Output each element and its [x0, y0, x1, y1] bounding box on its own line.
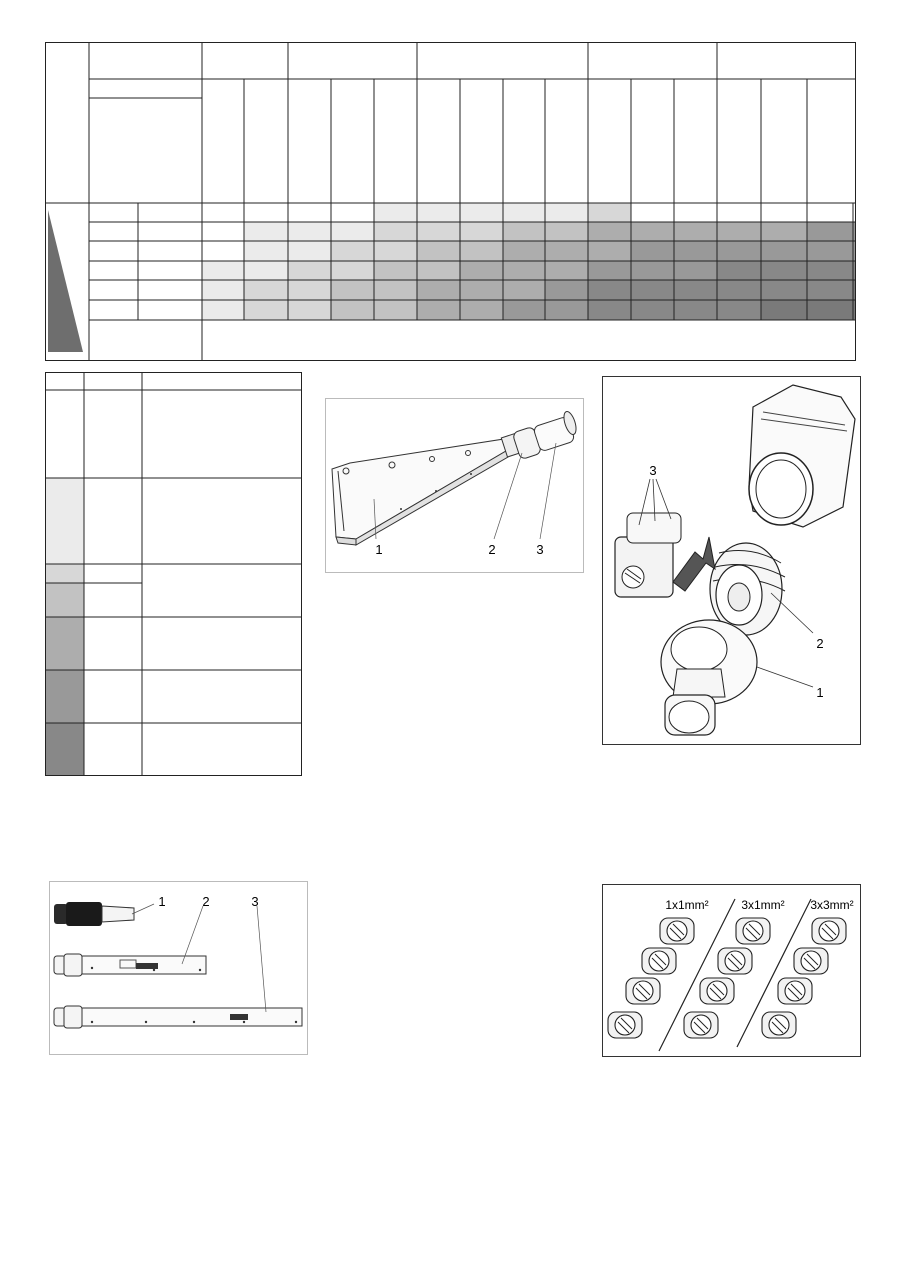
legend-swatch: [45, 564, 84, 583]
figure-assembly: [602, 376, 861, 745]
grade-cell: [417, 203, 460, 222]
grade-cell: [417, 261, 460, 280]
grade-cell: [807, 300, 853, 320]
grade-cell: [331, 222, 374, 241]
grade-cell: [545, 261, 588, 280]
grade-cell: [674, 280, 717, 300]
grade-cell: [631, 300, 674, 320]
grade-cell: [202, 300, 244, 320]
terminal-screw-icon: [778, 978, 812, 1004]
grade-cell: [288, 280, 331, 300]
grade-cell: [244, 280, 288, 300]
grade-cell: [417, 222, 460, 241]
grade-cell: [631, 261, 674, 280]
figure-terminals: [602, 884, 861, 1057]
grade-cell: [674, 261, 717, 280]
grade-cell: [761, 203, 807, 222]
legend-swatch: [45, 723, 84, 775]
grade-cell: [331, 261, 374, 280]
grade-cell: [761, 280, 807, 300]
callout-label: 2: [488, 542, 496, 557]
grade-cell: [417, 280, 460, 300]
grade-cell: [717, 241, 761, 261]
legend-swatch: [45, 617, 84, 670]
grade-cell: [761, 300, 807, 320]
grade-cell: [288, 241, 331, 261]
grade-cell: [374, 222, 417, 241]
terminal-column-label: 3x3mm²: [810, 898, 854, 912]
callout-label: 1: [158, 894, 166, 909]
terminal-screw-icon: [642, 948, 676, 974]
legend-swatch: [45, 390, 84, 478]
grade-cell: [244, 222, 288, 241]
legend-table: [45, 372, 303, 777]
callout-label: 1: [816, 685, 824, 700]
grade-cell: [761, 261, 807, 280]
grade-cell: [244, 261, 288, 280]
grade-cell: [807, 241, 853, 261]
grade-cell: [588, 241, 631, 261]
grading-table-grid: [45, 42, 857, 362]
grade-cell: [674, 300, 717, 320]
grade-cell: [807, 280, 853, 300]
grade-cell: [631, 241, 674, 261]
terminal-screw-icon: [684, 1012, 718, 1038]
grade-cell: [503, 261, 545, 280]
grade-cell: [674, 241, 717, 261]
grade-cell: [460, 241, 503, 261]
grade-cell: [460, 222, 503, 241]
grade-cell: [674, 222, 717, 241]
grade-cell: [503, 280, 545, 300]
terminal-screw-icon: [762, 1012, 796, 1038]
grade-cell: [417, 241, 460, 261]
grade-cell: [374, 280, 417, 300]
grade-cell: [545, 280, 588, 300]
grade-cell: [545, 241, 588, 261]
grade-cell: [460, 300, 503, 320]
grade-cell: [374, 300, 417, 320]
grade-cell: [588, 222, 631, 241]
grade-cell: [503, 241, 545, 261]
grade-cell: [331, 300, 374, 320]
grade-cell: [331, 241, 374, 261]
grade-cell: [288, 300, 331, 320]
grade-cell: [331, 203, 374, 222]
grade-cell: [588, 300, 631, 320]
figure-rods: [49, 881, 308, 1055]
grade-cell: [807, 261, 853, 280]
grading-table: [45, 42, 857, 362]
grade-cell: [588, 261, 631, 280]
grade-cell: [460, 203, 503, 222]
grade-cell: [460, 280, 503, 300]
terminal-screw-icon: [626, 978, 660, 1004]
figure-probe: [325, 398, 584, 573]
callout-label: 3: [649, 463, 657, 478]
grade-cell: [503, 203, 545, 222]
grade-cell: [545, 203, 588, 222]
callout-label: 3: [251, 894, 259, 909]
grade-cell: [374, 203, 417, 222]
legend-table-grid: [45, 372, 303, 777]
grade-cell: [202, 203, 244, 222]
grade-cell: [202, 280, 244, 300]
terminal-column-label: 3x1mm²: [741, 898, 785, 912]
grade-cell: [545, 300, 588, 320]
grade-cell: [717, 300, 761, 320]
severity-wedge-icon: [48, 210, 83, 352]
grade-cell: [717, 261, 761, 280]
grade-cell: [417, 300, 460, 320]
grade-cell: [202, 241, 244, 261]
rods-illustration: [50, 882, 307, 1054]
grade-cell: [331, 280, 374, 300]
assembly-illustration: [603, 377, 860, 744]
terminal-screw-icon: [812, 918, 846, 944]
grade-cell: [588, 203, 631, 222]
terminal-screw-icon: [718, 948, 752, 974]
grade-cell: [631, 222, 674, 241]
grade-cell: [631, 280, 674, 300]
terminal-screw-icon: [608, 1012, 642, 1038]
grade-cell: [717, 280, 761, 300]
grade-cell: [202, 222, 244, 241]
grade-cell: [545, 222, 588, 241]
grade-cell: [761, 222, 807, 241]
grade-cell: [503, 222, 545, 241]
terminal-screw-icon: [794, 948, 828, 974]
callout-label: 2: [816, 636, 824, 651]
grade-cell: [588, 280, 631, 300]
legend-swatch: [45, 670, 84, 723]
legend-swatch: [45, 583, 84, 617]
grade-cell: [631, 203, 674, 222]
grade-cell: [374, 261, 417, 280]
terminal-screw-icon: [700, 978, 734, 1004]
grade-cell: [244, 203, 288, 222]
grade-cell: [244, 300, 288, 320]
callout-label: 1: [375, 542, 383, 557]
grade-cell: [288, 222, 331, 241]
grade-cell: [807, 203, 853, 222]
grade-cell: [244, 241, 288, 261]
grade-cell: [717, 222, 761, 241]
callout-label: 2: [202, 894, 210, 909]
legend-swatch: [45, 478, 84, 564]
grade-cell: [761, 241, 807, 261]
terminal-screw-icon: [660, 918, 694, 944]
grade-cell: [202, 261, 244, 280]
grade-cell: [807, 222, 853, 241]
grade-cell: [460, 261, 503, 280]
grade-cell: [374, 241, 417, 261]
grade-cell: [717, 203, 761, 222]
callout-label: 3: [536, 542, 544, 557]
terminals-illustration: [603, 885, 860, 1056]
terminal-column-label: 1x1mm²: [665, 898, 709, 912]
grade-cell: [674, 203, 717, 222]
terminal-screw-icon: [736, 918, 770, 944]
grade-cell: [288, 261, 331, 280]
grade-cell: [288, 203, 331, 222]
grade-cell: [503, 300, 545, 320]
probe-illustration: [326, 399, 583, 572]
